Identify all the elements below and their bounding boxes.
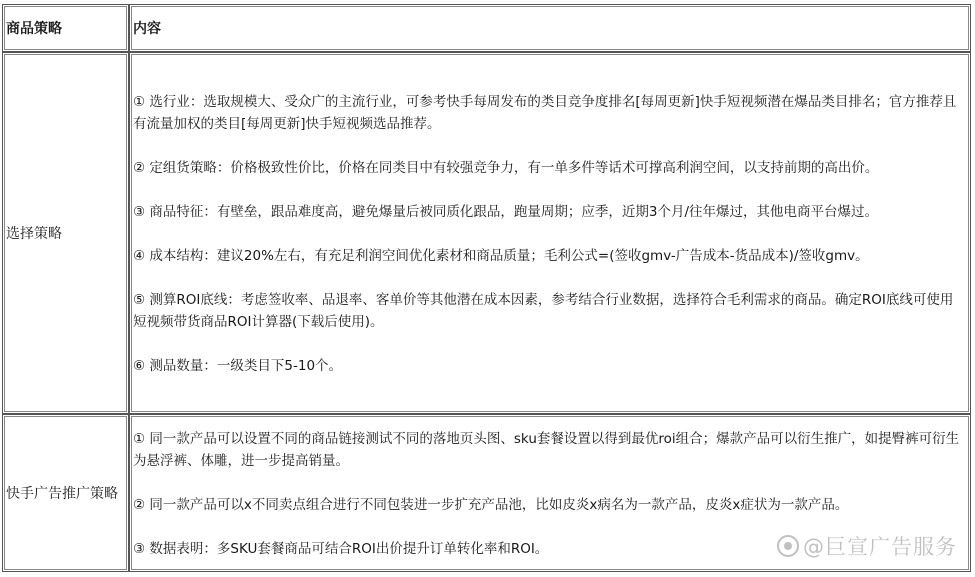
- list-item: ③ 数据表明：多SKU套餐商品可结合ROI出价提升订单转化率和ROI。: [133, 541, 549, 557]
- strategy-table: [2, 4, 971, 572]
- row-category-selection: 选择策略: [2, 52, 129, 414]
- header-product-strategy: 商品策略: [2, 4, 129, 52]
- row-content-selection: [129, 52, 971, 414]
- list-item: ① 选行业：选取规模大、受众广的主流行业，可参考快手每周发布的类目竞争度排名[每周更新]快手短视频潜在爆品类目排名；官方推荐且有流量加权的类目[每周更新]快手短视频选品推荐。: [133, 94, 957, 132]
- list-item: ⑥ 测品数量：一级类目下5-10个。: [133, 358, 343, 374]
- list-item: ② 同一款产品可以x不同卖点组合进行不同包装进一步扩充产品池，比如皮炎x病名为一款产品，皮炎x症状为一款产品。: [133, 497, 849, 513]
- header-content: 内容: [129, 4, 971, 52]
- row-category-promotion: 快手广告推广策略: [2, 414, 129, 572]
- list-item: ② 定组货策略：价格极致性价比，价格在同类目中有较强竞争力，有一单多件等话术可撑高利润空间，以支持前期的高出价。: [133, 160, 879, 176]
- list-item: ③ 商品特征：有壁垒，跟品难度高，避免爆量后被同质化跟品，跑量周期；应季，近期3个月/往年爆过，其他电商平台爆过。: [133, 204, 879, 220]
- watermark: [777, 531, 957, 561]
- watermark-text: @巨宣广告服务: [803, 535, 957, 559]
- watermark-logo-icon: [777, 535, 799, 557]
- list-item: ⑤ 测算ROI底线：考虑签收率、品退率、客单价等其他潜在成本因素，参考结合行业数据，选择符合毛利需求的商品。确定ROI底线可使用短视频带货商品ROI计算器(下载后使用)。: [133, 292, 954, 330]
- table-row: [2, 52, 971, 414]
- table-header-row: [2, 4, 971, 52]
- list-item: ④ 成本结构：建议20%左右，有充足利润空间优化素材和商品质量；毛利公式=(签收gmv-广告成本-货品成本)/签收gmv。: [133, 248, 869, 264]
- list-item: ① 同一款产品可以设置不同的商品链接测试不同的落地页头图、sku套餐设置以得到最优roi组合；爆款产品可以衍生推广，如提臀裤可衍生为悬浮裤、体雕，进一步提高销量。: [133, 431, 960, 469]
